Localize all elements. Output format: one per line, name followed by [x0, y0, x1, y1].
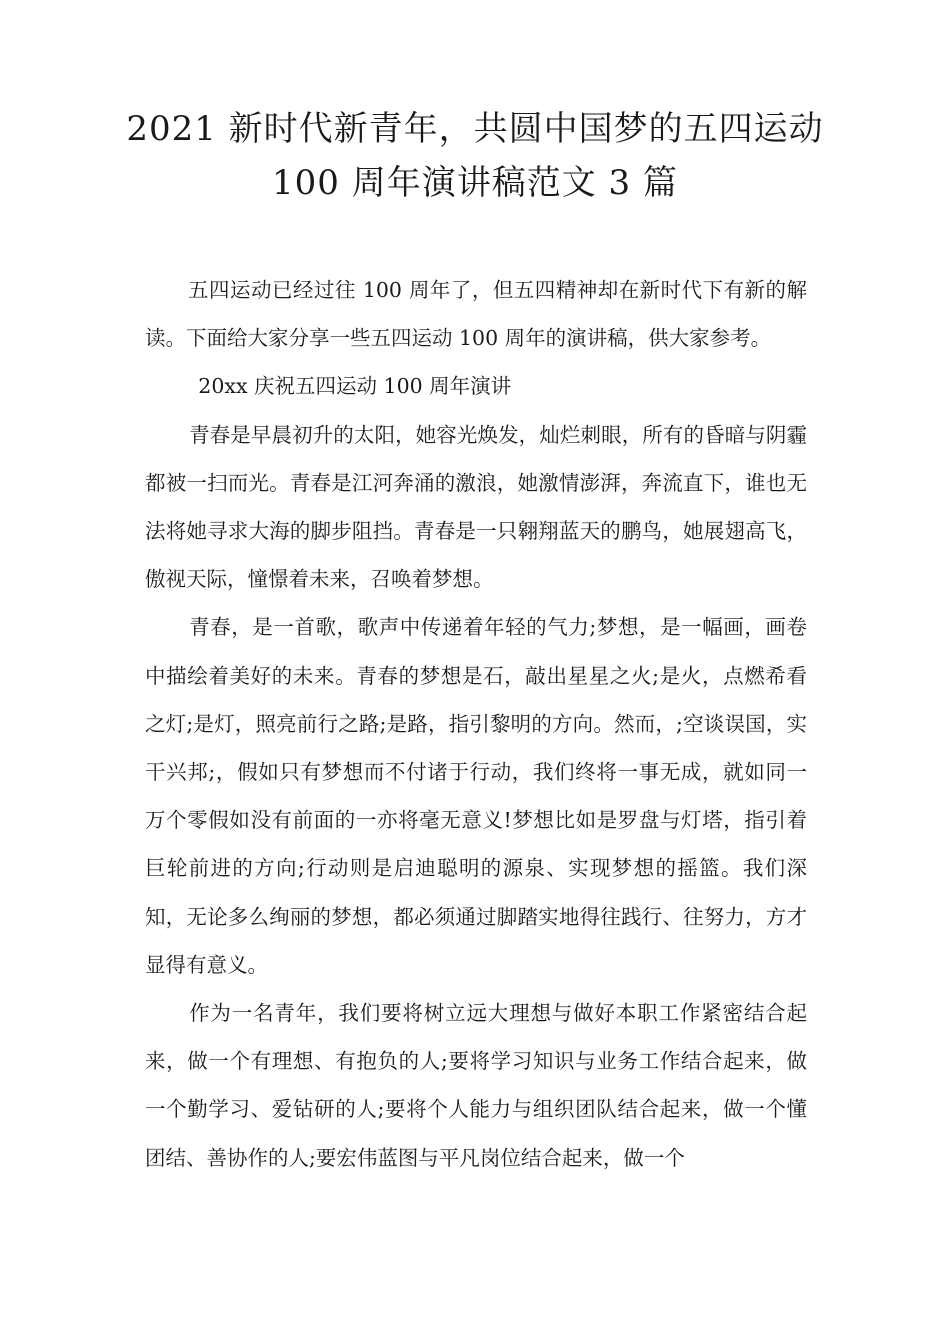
body-paragraph: 青春是早晨初升的太阳，她容光焕发，灿烂刺眼，所有的昏暗与阴霾都被一扫而光。青春是江河奔涌的激浪，她激情澎湃，奔流直下，谁也无法将她寻求大海的脚步阻挡。青春是一只翱翔蓝天的鹏鸟，她展翅高飞，傲视天际，憧憬着未来，召唤着梦想。 — [145, 422, 807, 592]
document-body — [145, 266, 807, 1182]
section-heading: 20xx 庆祝五四运动 100 周年演讲 — [198, 374, 512, 399]
body-paragraph: 作为一名青年，我们要将树立远大理想与做好本职工作紧密结合起来，做一个有理想、有抱负的人;要将学习知识与业务工作结合起来，做一个勤学习、爱钻研的人;要将个人能力与组织团队结合起来，做一个懂团结、善协作的人;要宏伟蓝图与平凡岗位结合起来，做一个 — [145, 1001, 807, 1170]
body-paragraph: 青春，是一首歌，歌声中传递着年轻的气力;梦想，是一幅画，画卷中描绘着美好的未来。青春的梦想是石，敲出星星之火;是火，点燃希看之灯;是灯，照亮前行之路;是路，指引黎明的方向。然而，;空谈误国，实干兴邦;，假如只有梦想而不付诸于行动，我们终将一事无成，就如同一万个零假如没有前面的一亦将毫无意义!梦想比如是罗盘与灯塔，指引着巨轮前进的方向;行动则是启迪聪明的源泉、实现梦想的摇篮。我们深知，无论多么绚丽的梦想，都必须通过脚踏实地得往践行、往努力，方才显得有意义。 — [145, 615, 807, 977]
intro-paragraph: 五四运动已经过往 100 周年了，但五四精神却在新时代下有新的解读。下面给大家分享一些五四运动 100 周年的演讲稿，供大家参考。 — [145, 278, 807, 351]
document-title: 2021 新时代新青年，共圆中国梦的五四运动 100 周年演讲稿范文 3 篇 — [126, 109, 824, 203]
